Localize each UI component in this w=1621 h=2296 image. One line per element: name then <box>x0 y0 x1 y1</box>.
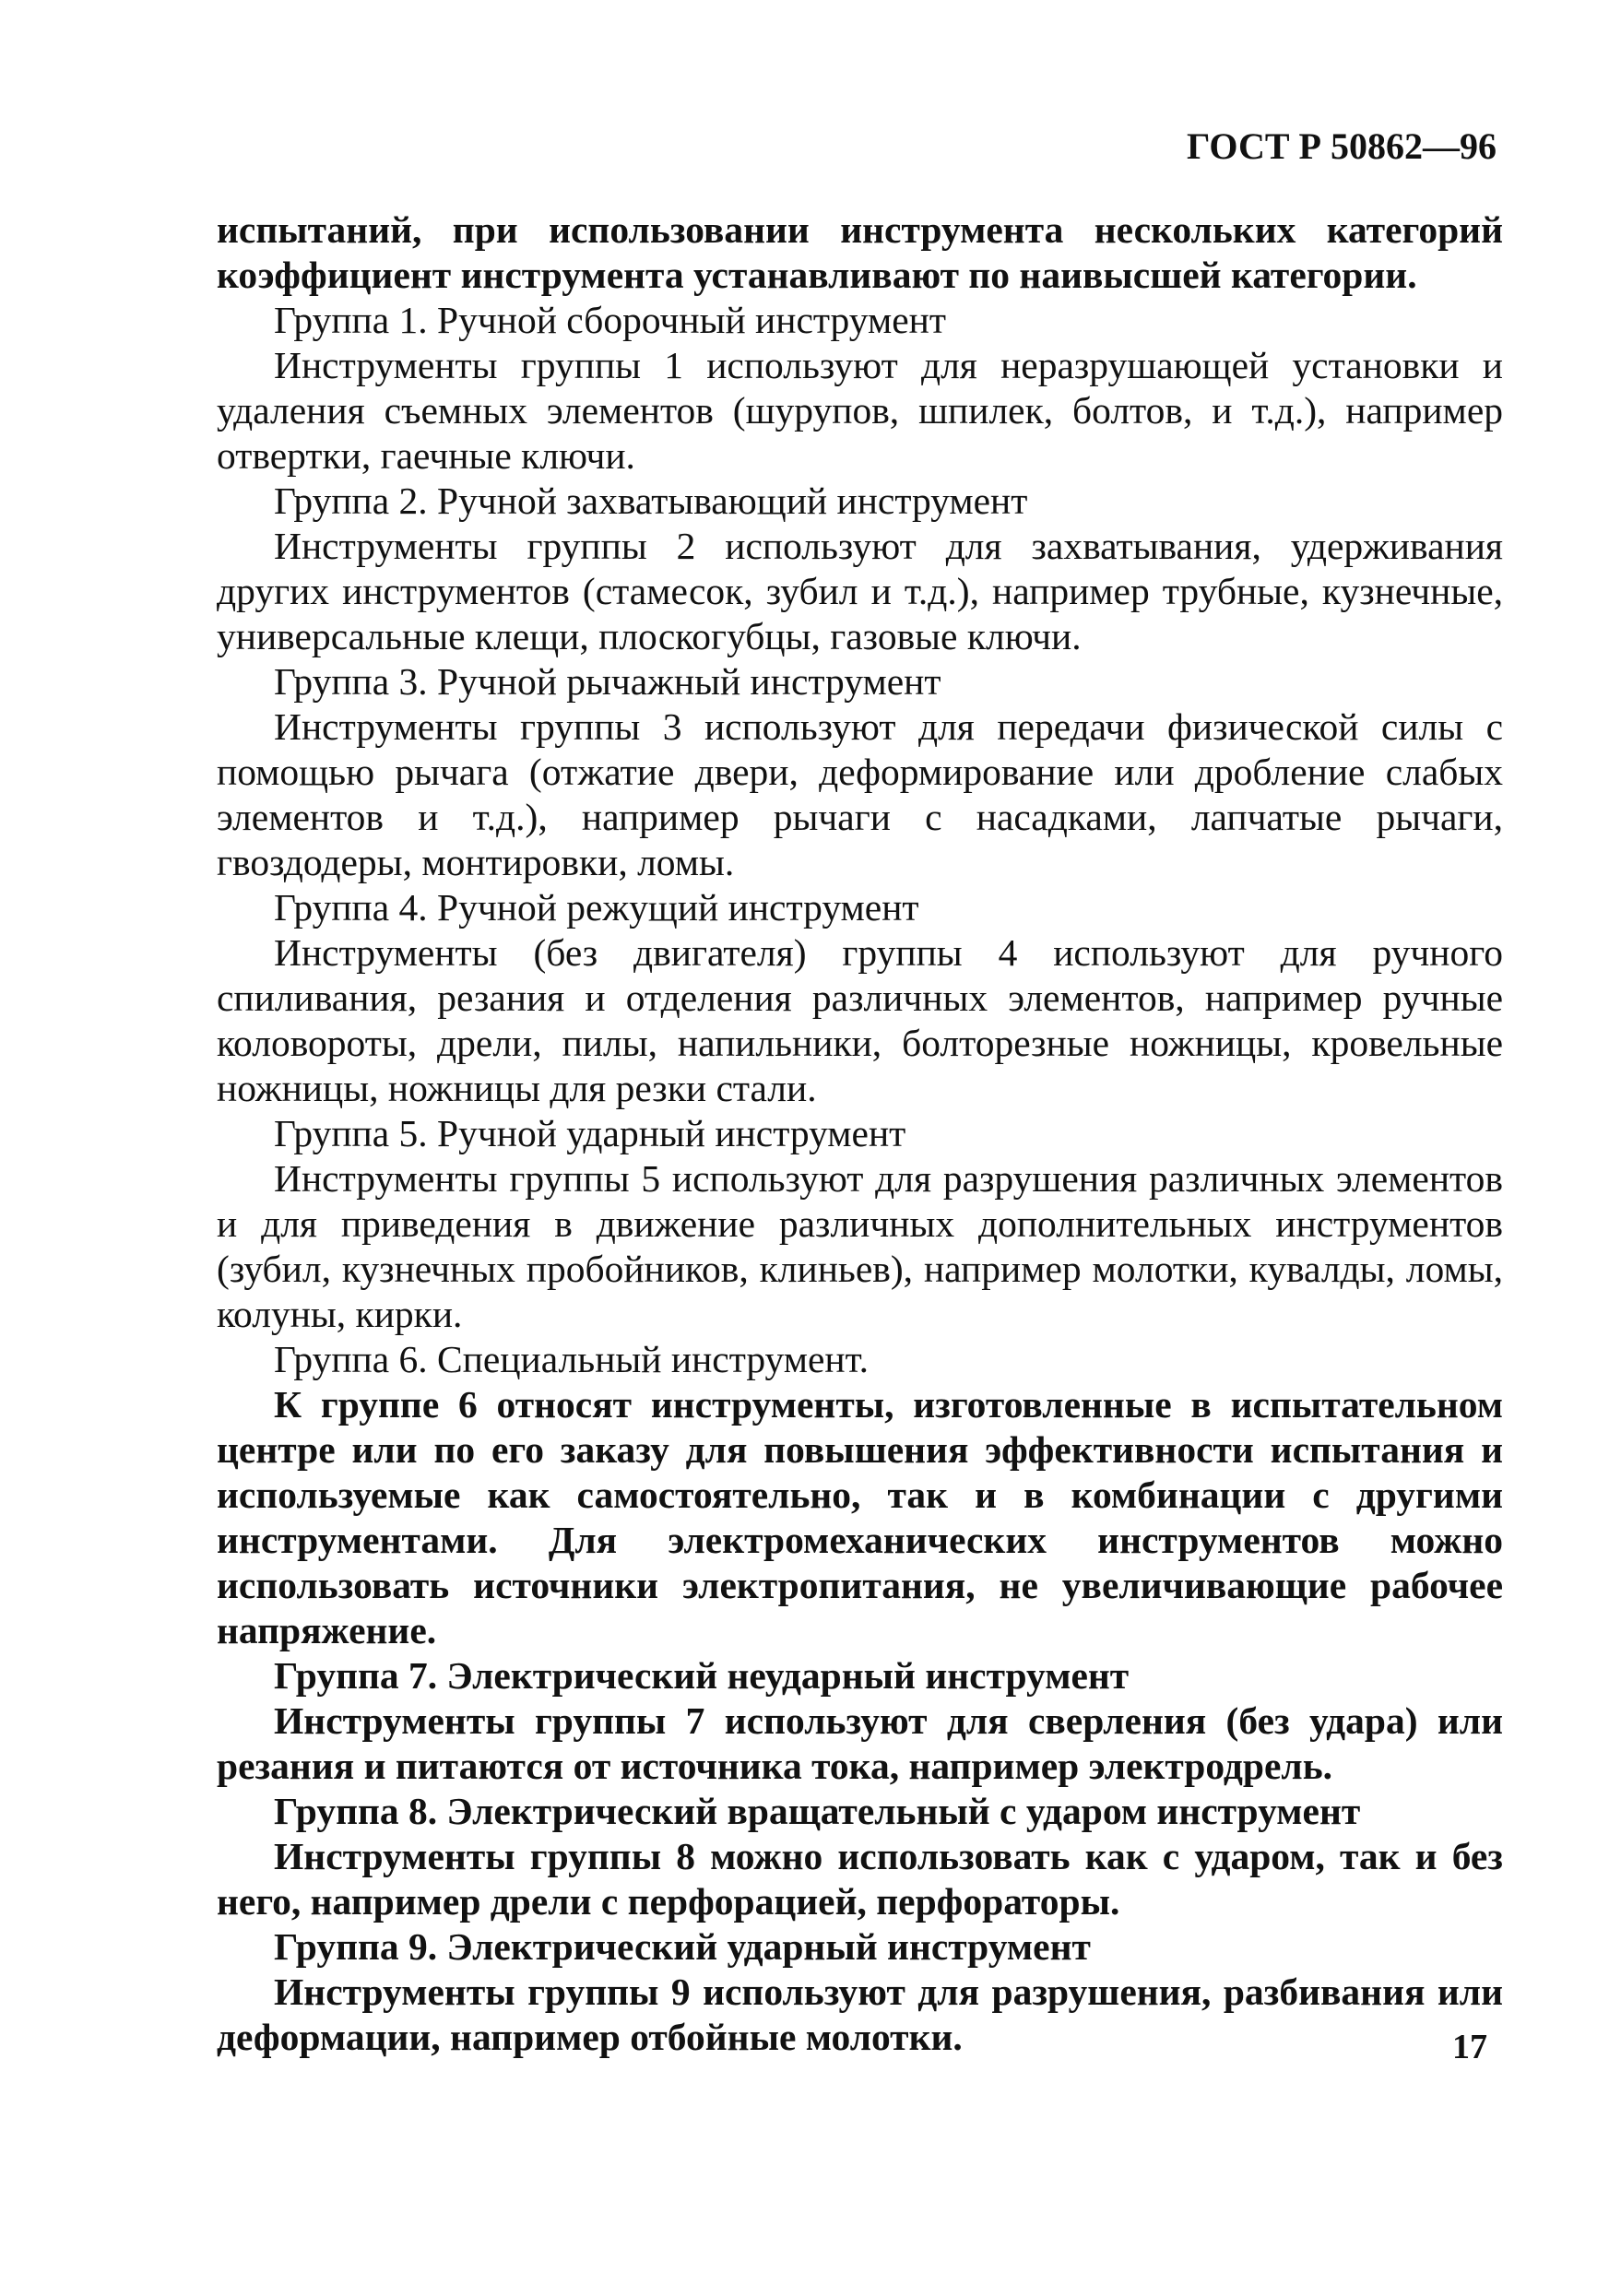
group-4-heading: Группа 4. Ручной режущий инструмент <box>274 886 919 929</box>
group-3-description: Инструменты группы 3 используют для передачи физической силы с помощью рычага (отжатие двери, деформирование или дробление слабых элементов и т.д.), например рычаги с насадками, лапчатые рычаги, гвоздодеры, монтировки, ломы. <box>217 705 1503 883</box>
group-9-description: Инструменты группы 9 используют для разрушения, разбивания или деформации, например отбойные молотки. <box>217 1971 1503 2058</box>
group-6-description: К группе 6 относят инструменты, изготовленные в испытательном центре или по его заказу для повышения эффективности испытания и используемые как самостоятельно, так и в комбинации с другими инструментами. Для электромеханических инструментов можно использовать источники электропитания, не увеличивающие рабочее напряжение. <box>217 1383 1503 1651</box>
group-8-heading: Группа 8. Электрический вращательный с ударом инструмент <box>274 1790 1361 1832</box>
page-number: 17 <box>1452 2028 1487 2066</box>
group-4-description: Инструменты (без двигателя) группы 4 используют для ручного спиливания, резания и отделения различных элементов, например ручные коловороты, дрели, пилы, напильники, болторезные ножницы, кровельные ножницы, ножницы для резки стали. <box>217 931 1503 1109</box>
document-code-header: ГОСТ Р 50862—96 <box>1186 125 1497 167</box>
group-5-description: Инструменты группы 5 используют для разрушения различных элементов и для приведения в движение различных дополнительных инструментов (зубил, кузнечных пробойников, клиньев), например молотки, кувалды, ломы, колуны, кирки. <box>217 1157 1503 1335</box>
group-1-description: Инструменты группы 1 используют для неразрушающей установки и удаления съемных элементов (шурупов, шпилек, болтов, и т.д.), например отвертки, гаечные ключи. <box>217 344 1503 477</box>
paragraph-continuation: испытаний, при использовании инструмента нескольких категорий коэффициент инструмента устанавливают по наивысшей категории. <box>217 208 1503 296</box>
group-2-description: Инструменты группы 2 используют для захватывания, удерживания других инструментов (стамесок, зубил и т.д.), например трубные, кузнечные, универсальные клещи, плоскогубцы, газовые ключи. <box>217 525 1503 657</box>
group-5-heading: Группа 5. Ручной ударный инструмент <box>274 1112 906 1154</box>
group-7-description: Инструменты группы 7 используют для сверления (без удара) или резания и питаются от источника тока, например электродрель. <box>217 1699 1503 1787</box>
group-8-description: Инструменты группы 8 можно использовать как с ударом, так и без него, например дрели с перфорацией, перфораторы. <box>217 1835 1503 1923</box>
group-6-heading: Группа 6. Специальный инструмент. <box>274 1338 870 1380</box>
group-2-heading: Группа 2. Ручной захватывающий инструмент <box>274 479 1028 522</box>
group-7-heading: Группа 7. Электрический неударный инструмент <box>274 1654 1130 1697</box>
group-9-heading: Группа 9. Электрический ударный инструмент <box>274 1925 1091 1968</box>
group-3-heading: Группа 3. Ручной рычажный инструмент <box>274 660 941 703</box>
group-1-heading: Группа 1. Ручной сборочный инструмент <box>274 299 946 341</box>
document-body <box>217 207 1503 2060</box>
